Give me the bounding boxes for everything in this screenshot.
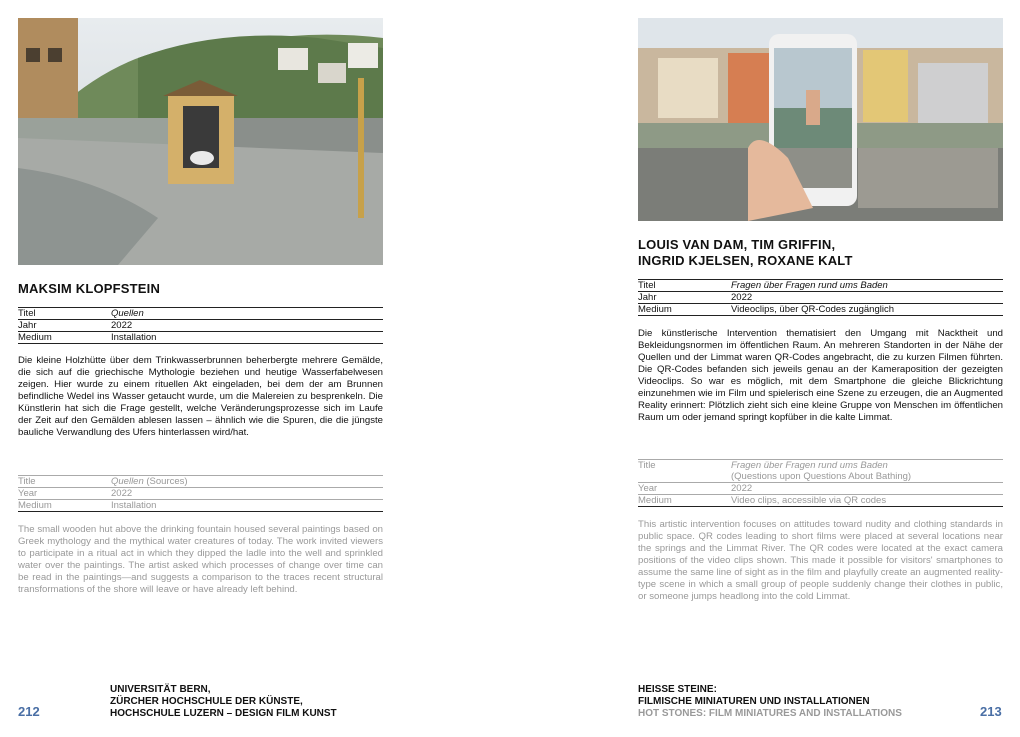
- footer-institutions: [110, 684, 337, 720]
- footer-line: HOCHSCHULE LUZERN – DESIGN FILM KUNST: [110, 708, 337, 719]
- meta-value: 2022: [731, 483, 1003, 495]
- footer-line: HEISSE STEINE:: [638, 684, 717, 695]
- de-meta-table: [638, 279, 1003, 316]
- meta-value: Quellen: [111, 308, 383, 320]
- meta-key: Titel: [638, 280, 731, 292]
- de-description: Die kleine Holzhütte über dem Trinkwasserbrunnen beherbergte mehrere Gemälde, die sich auf die griechische Mythologie beziehen und heutige Wasserfabelwesen zeigen. Hier wurde zu einem rituellen Akt eingeladen, bei dem der am Brunnen befindliche Wedel ins Wasser getaucht wurde, um die Malereien zu besprenkeln. Die Künstlerin hat sich die Frage gestellt, welche Veränderungsprozesse sich im Laufe der Zeit auf den Gemälden ablesen lassen – ähnlich wie die Spuren, die die jüngste bauliche Verwandlung des Ufers hinterlassen wird/hat.: [18, 355, 383, 438]
- meta-row-medium: [638, 495, 1003, 507]
- de-meta-table: [18, 307, 383, 344]
- meta-key: Jahr: [18, 320, 111, 332]
- meta-row-year: [638, 483, 1003, 495]
- meta-row-medium: [18, 500, 383, 512]
- meta-key: Medium: [638, 495, 731, 507]
- meta-row-title: [18, 476, 383, 488]
- meta-key: Medium: [18, 500, 111, 512]
- en-description: The small wooden hut above the drinking fountain housed several paintings based on Greek mythology and the mythical water creatures of today. The work invited viewers to participate in a ritual act in which they dipped the ladle into the well and sprinkled water over the paintings. The artist asked which processes of change over time can be read in the paintings—and suggests a comparison to the traces recent structural transformations of the shore will leave or have already left behind.: [18, 524, 383, 595]
- meta-key: Title: [18, 476, 111, 488]
- de-description: Die künstlerische Intervention thematisiert den Umgang mit Nacktheit und Bekleidungsnormen im öffentlichen Raum. An mehreren Standorten in der Nähe der Quellen und der Limmat waren QR-Codes angebracht, die zu kurzen Filmen führten. Die QR-Codes befanden sich jeweils genau an der Kameraposition der gezeigten Videoclips. So war es möglich, mit dem Smartphone die gleiche Blickrichtung einzunehmen wie im Film und spielerisch eine Szene zu erzeugen, die an Augmented Reality erinnert: Plötzlich zieht sich eine kleine Gruppe von Menschen im öffentlichen Raum um oder jemand springt kopfüber in die kalte Limmat.: [638, 328, 1003, 423]
- en-meta-table: [18, 475, 383, 512]
- meta-value: Fragen über Fragen rund ums Baden (Questions upon Questions About Bathing): [731, 460, 1003, 483]
- meta-value: Videoclips, über QR-Codes zugänglich: [731, 304, 1003, 316]
- meta-value: Installation: [111, 500, 383, 512]
- meta-row-title: [638, 460, 1003, 483]
- meta-value: Installation: [111, 332, 383, 344]
- meta-row-year: [18, 488, 383, 500]
- meta-row-year: [638, 292, 1003, 304]
- meta-row-medium: [638, 304, 1003, 316]
- meta-value: Quellen (Sources): [111, 476, 383, 488]
- footer-section-title: [638, 684, 902, 720]
- meta-value: 2022: [111, 320, 383, 332]
- meta-value: 2022: [731, 292, 1003, 304]
- meta-key: Year: [18, 488, 111, 500]
- meta-value: Fragen über Fragen rund ums Baden: [731, 280, 1003, 292]
- meta-row-title: [638, 280, 1003, 292]
- artist-line: LOUIS VAN DAM, TIM GRIFFIN,: [638, 237, 836, 252]
- artist-names: [638, 237, 853, 269]
- photo-smartphone-river: [638, 18, 1003, 221]
- artist-line: INGRID KJELSEN, ROXANE KALT: [638, 253, 853, 268]
- meta-row-title: [18, 308, 383, 320]
- footer-line: UNIVERSITÄT BERN,: [110, 684, 211, 695]
- meta-value: Video clips, accessible via QR codes: [731, 495, 1003, 507]
- meta-row-medium: [18, 332, 383, 344]
- en-description: This artistic intervention focuses on attitudes toward nudity and clothing standards in public space. QR codes leading to short films were placed at several locations near the springs and the Limmat River. The QR codes were located at the exact camera positions of the video clips shown. This made it possible for visitors' smartphones to assume the same line of sight as in the film and playfully create an augmented reality-type scene in which a small group of people suddenly change their clothes in public, or someone jumps headlong into the cold Limmat.: [638, 519, 1003, 602]
- meta-key: Medium: [18, 332, 111, 344]
- meta-key: Year: [638, 483, 731, 495]
- footer-line: FILMISCHE MINIATUREN UND INSTALLATIONEN: [638, 696, 870, 707]
- meta-value: 2022: [111, 488, 383, 500]
- artist-name: MAKSIM KLOPFSTEIN: [18, 281, 161, 296]
- meta-key: Title: [638, 460, 731, 483]
- meta-key: Medium: [638, 304, 731, 316]
- meta-key: Jahr: [638, 292, 731, 304]
- page-number-left: 212: [18, 704, 40, 719]
- page-number-right: 213: [980, 704, 1002, 719]
- footer-line-en: HOT STONES: FILM MINIATURES AND INSTALLATIONS: [638, 708, 902, 719]
- meta-key: Titel: [18, 308, 111, 320]
- meta-row-year: [18, 320, 383, 332]
- en-meta-table: [638, 459, 1003, 507]
- photo-fountain-hut: [18, 18, 383, 265]
- footer-line: ZÜRCHER HOCHSCHULE DER KÜNSTE,: [110, 696, 303, 707]
